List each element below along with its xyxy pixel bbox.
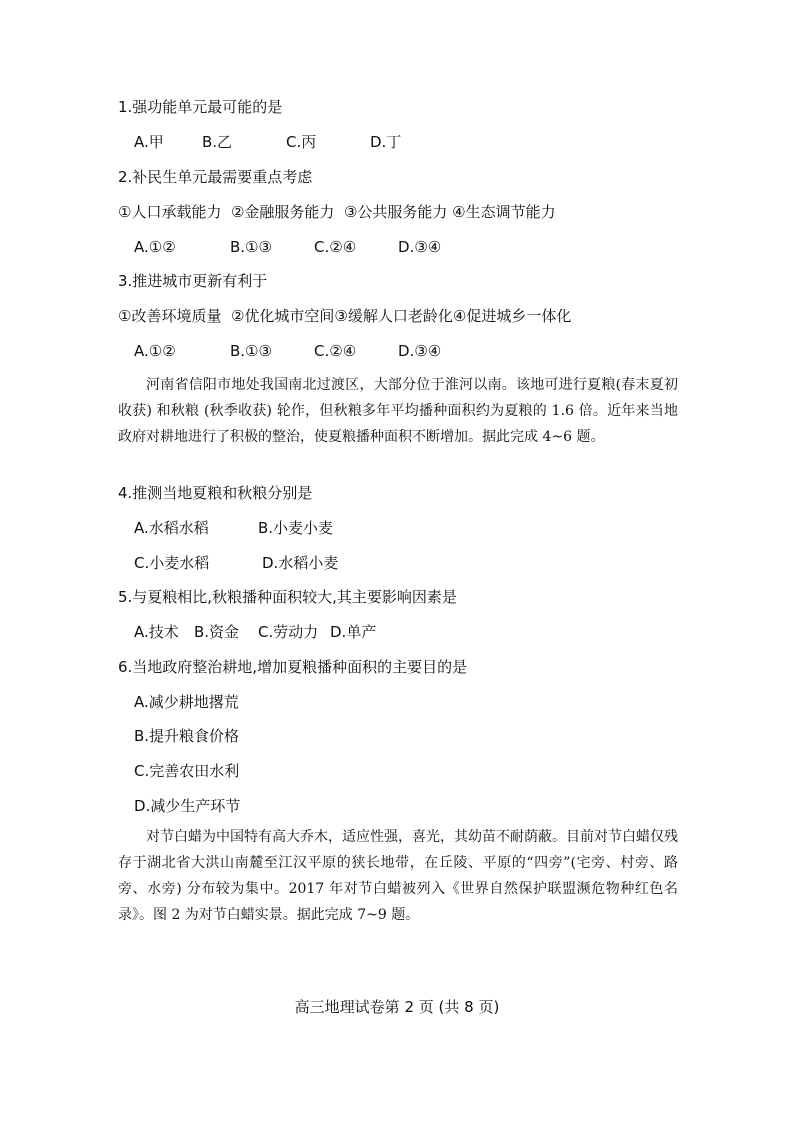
question-1-options: [134, 132, 401, 152]
option-c: C.小麦水稻: [134, 554, 210, 572]
option-a: A.①②: [134, 238, 176, 256]
option-a: A.①②: [134, 342, 176, 360]
page-footer: 高三地理试卷第 2 页 (共 8 页): [294, 998, 500, 1016]
question-4-options-row-2: [134, 553, 338, 573]
option-c: C.②④: [314, 342, 357, 360]
question-1-stem: 1.强功能单元最可能的是: [118, 98, 283, 116]
option-d: D.③④: [398, 342, 442, 360]
option-c: C.丙: [286, 133, 317, 151]
option-b: B.提升粮食价格: [134, 727, 240, 745]
question-3-options: [134, 341, 441, 361]
question-2-items: ①人口承载能力 ②金融服务能力 ③公共服务能力 ④生态调节能力: [118, 203, 556, 221]
passage-2-text: 对节白蜡为中国特有高大乔木，适应性强，喜光，其幼苗不耐荫蔽。目前对节白蜡仅残存于湖北省大洪山南麓至江汉平原的狭长地带，在丘陵、平原的“四旁”(宅旁、村旁、路旁、水旁) 分布较为集中。2017 年对节白蜡被列入《世界自然保护联盟濒危物种红色名录》。图 2 为对节白蜡实景。据此完成 7~9 题。: [118, 829, 678, 923]
option-c: C.完善农田水利: [134, 762, 240, 780]
question-4-stem: 4.推测当地夏粮和秋粮分别是: [118, 484, 313, 502]
question-6-stem: 6.当地政府整治耕地,增加夏粮播种面积的主要目的是: [118, 658, 468, 676]
option-d: D.减少生产环节: [134, 797, 241, 815]
option-c: C.劳动力: [258, 623, 319, 641]
question-5-options: [134, 622, 376, 642]
option-b: B.小麦小麦: [258, 519, 334, 537]
option-a: A.减少耕地撂荒: [134, 693, 239, 711]
option-d: D.③④: [398, 238, 442, 256]
reading-passage-2: [118, 824, 678, 928]
reading-passage-1: [118, 372, 678, 450]
option-b: B.资金: [194, 623, 240, 641]
option-a: A.水稻水稻: [134, 519, 209, 537]
option-b: B.乙: [202, 133, 233, 151]
option-d: D.单产: [330, 623, 377, 641]
option-a: A.甲: [134, 133, 164, 151]
option-d: D.丁: [370, 133, 402, 151]
question-3-items: ①改善环境质量 ②优化城市空间③缓解人口老龄化④促进城乡一体化: [118, 307, 572, 325]
option-b: B.①③: [230, 342, 272, 360]
passage-1-text: 河南省信阳市地处我国南北过渡区，大部分位于淮河以南。该地可进行夏粮(春末夏初收获) 和秋粮 (秋季收获) 轮作，但秋粮多年平均播种面积约为夏粮的 1.6 倍。近年来当地政府对耕地进行了积极的整治，使夏粮播种面积不断增加。据此完成 4~6 题。: [118, 377, 678, 445]
question-5-stem: 5.与夏粮相比,秋粮播种面积较大,其主要影响因素是: [118, 588, 457, 606]
option-b: B.①③: [230, 238, 272, 256]
option-d: D.水稻小麦: [262, 554, 339, 572]
question-3-stem: 3.推进城市更新有利于: [118, 272, 268, 290]
question-2-stem: 2.补民生单元最需要重点考虑: [118, 168, 313, 186]
option-c: C.②④: [314, 238, 357, 256]
option-a: A.技术: [134, 623, 179, 641]
question-4-options-row-1: [134, 518, 333, 538]
question-2-options: [134, 237, 441, 257]
